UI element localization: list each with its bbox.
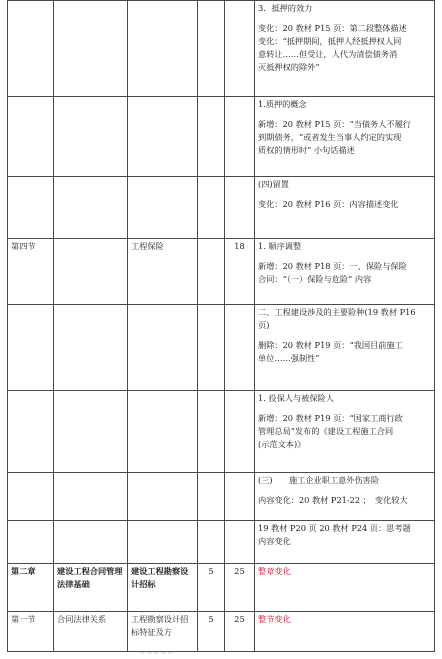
cell-change-notes: 整节变化 bbox=[255, 612, 435, 652]
cell-chapter-title bbox=[54, 521, 128, 564]
table-row bbox=[8, 1, 435, 97]
note-heading: 二、工程建设涉及的主要险种(19 教材 P16 bbox=[258, 307, 416, 317]
cell-section bbox=[8, 1, 54, 97]
cell-change-notes bbox=[255, 177, 435, 239]
table-row bbox=[8, 521, 435, 564]
cell-hours bbox=[198, 473, 225, 521]
cell-topic bbox=[128, 391, 198, 473]
table-row bbox=[8, 612, 435, 652]
cell-chapter-title bbox=[54, 1, 128, 97]
cell-page: 25 bbox=[225, 564, 255, 612]
note-heading: (四)留置 bbox=[258, 179, 289, 189]
cell-page bbox=[225, 521, 255, 564]
note-line: 意转让……但受让，人代为清偿债务消 bbox=[258, 49, 398, 59]
cell-chapter-title bbox=[54, 97, 128, 177]
curriculum-change-table bbox=[7, 0, 435, 652]
note-heading: 19 教材 P20 页 20 教材 P24 页：思考题 bbox=[258, 523, 411, 533]
cell-page bbox=[225, 473, 255, 521]
cell-section bbox=[8, 177, 54, 239]
cell-page bbox=[225, 177, 255, 239]
cell-change-notes bbox=[255, 391, 435, 473]
note-line: 到期债务，“或者发生当事人约定的实现 bbox=[258, 132, 402, 142]
note-line: 变化：20 教材 P15 页：第二段整体描述 bbox=[258, 23, 407, 33]
note-heading: (三) 施工企业职工意外伤害险 bbox=[258, 475, 380, 485]
cell-chapter-title bbox=[54, 305, 128, 391]
table-row bbox=[8, 391, 435, 473]
cell-hours: 5 bbox=[198, 564, 225, 612]
cell-page bbox=[225, 305, 255, 391]
note-heading: 1. 顺序调整 bbox=[258, 241, 302, 251]
table-row bbox=[8, 564, 435, 612]
cell-change-notes: 整章变化 bbox=[255, 564, 435, 612]
cell-page: 25 bbox=[225, 612, 255, 652]
table-row bbox=[8, 177, 435, 239]
cell-change-notes bbox=[255, 305, 435, 391]
cell-section bbox=[8, 473, 54, 521]
cell-section: 第二章 bbox=[8, 564, 54, 612]
cell-topic bbox=[128, 1, 198, 97]
note-line: (示范文本)》 bbox=[258, 439, 306, 449]
cell-topic: 建设工程勘察设计招标 bbox=[128, 564, 198, 612]
note-line: 变化：20 教材 P16 页：内容描述变化 bbox=[258, 199, 399, 209]
cell-topic: 工程勘察设计招标特征及方 bbox=[128, 612, 198, 652]
cell-chapter-title bbox=[54, 177, 128, 239]
cell-hours bbox=[198, 177, 225, 239]
note-line: 管理总局”发布的《建设工程施工合同 bbox=[258, 426, 394, 436]
cell-page bbox=[225, 97, 255, 177]
cell-change-notes bbox=[255, 521, 435, 564]
cell-chapter-title bbox=[54, 473, 128, 521]
table-row bbox=[8, 305, 435, 391]
cell-hours bbox=[198, 305, 225, 391]
cell-change-notes bbox=[255, 473, 435, 521]
cell-page bbox=[225, 1, 255, 97]
table-row bbox=[8, 239, 435, 305]
note-line: 变化：“抵押期间，抵押人经抵押权人同 bbox=[258, 36, 402, 46]
note-line: 合同：“（一）保险与危险” 内容 bbox=[258, 274, 372, 284]
note-line: 删除：20 教材 P19 页：“我国目前施工 bbox=[258, 340, 403, 350]
cell-change-notes bbox=[255, 1, 435, 97]
cell-section bbox=[8, 391, 54, 473]
cell-chapter-title: 合同法律关系 bbox=[54, 612, 128, 652]
note-line: 新增：20 教材 P18 页：一、保险与保险 bbox=[258, 261, 407, 271]
note-heading: 1. 投保人与被保险人 bbox=[258, 393, 334, 403]
cell-hours bbox=[198, 391, 225, 473]
cell-chapter-title bbox=[54, 239, 128, 305]
cell-section bbox=[8, 305, 54, 391]
cell-hours bbox=[198, 1, 225, 97]
note-line: 灭抵押权的除外” bbox=[258, 62, 320, 72]
cell-topic bbox=[128, 97, 198, 177]
cell-topic bbox=[128, 177, 198, 239]
cell-topic: 工程保险 bbox=[128, 239, 198, 305]
table-row bbox=[8, 97, 435, 177]
cell-section bbox=[8, 521, 54, 564]
cell-hours: 5 bbox=[198, 612, 225, 652]
note-line: 内容变化：20 教材 P21-22 ； 变化较大 bbox=[258, 495, 408, 505]
cell-hours bbox=[198, 521, 225, 564]
note-heading-cont: 页) bbox=[258, 320, 270, 330]
cell-section bbox=[8, 97, 54, 177]
note-line: 新增：20 教材 P19 页：“国家工商行政 bbox=[258, 413, 403, 423]
cell-change-notes bbox=[255, 239, 435, 305]
cell-page: 18 bbox=[225, 239, 255, 305]
table-row bbox=[8, 473, 435, 521]
note-line: 内容变化 bbox=[258, 536, 291, 546]
cell-hours bbox=[198, 97, 225, 177]
cell-section: 第一节 bbox=[8, 612, 54, 652]
cell-chapter-title bbox=[54, 391, 128, 473]
cell-topic bbox=[128, 521, 198, 564]
cell-page bbox=[225, 391, 255, 473]
note-heading: 1.质押的概念 bbox=[258, 99, 307, 109]
note-line: 单位……强制性” bbox=[258, 353, 320, 363]
cell-section: 第四节 bbox=[8, 239, 54, 305]
note-line: 质权的情形时” 小句话描述 bbox=[258, 145, 355, 155]
note-line: 新增：20 教材 P15 页：“当债务人不履行 bbox=[258, 119, 411, 129]
cell-topic bbox=[128, 473, 198, 521]
page-footer-mark: ~ ~ ~ ~ ~ bbox=[140, 650, 173, 657]
note-heading: 3．抵押的效力 bbox=[258, 3, 313, 13]
cell-topic bbox=[128, 305, 198, 391]
cell-chapter-title: 建设工程合同管理法律基础 bbox=[54, 564, 128, 612]
cell-hours bbox=[198, 239, 225, 305]
cell-change-notes bbox=[255, 97, 435, 177]
